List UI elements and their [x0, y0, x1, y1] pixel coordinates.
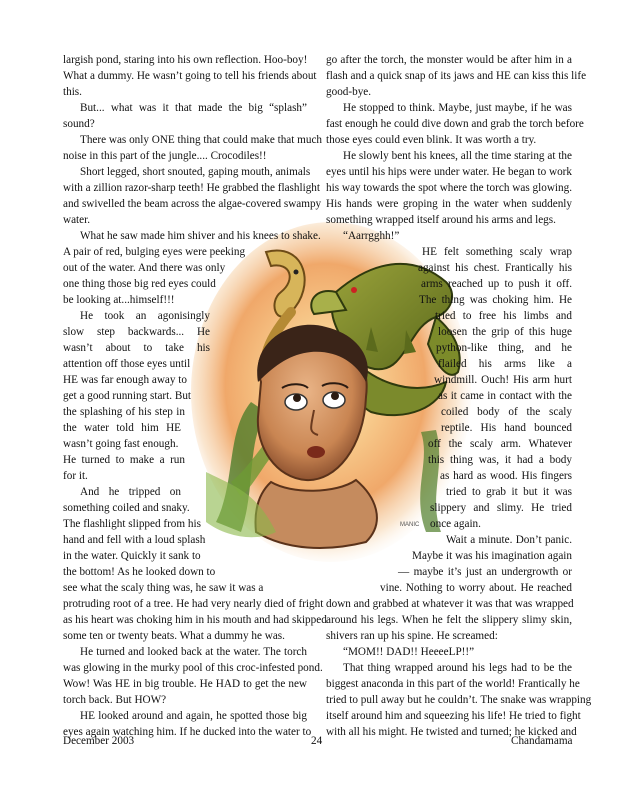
right-column-line: He slowly bent his knees, all the time staring at the	[343, 150, 572, 162]
left-column-line: Short legged, short snouted, gaping mouth, animals	[80, 166, 311, 178]
right-column-line: those eyes could even blink. It was worth a try.	[326, 134, 537, 146]
right-column-line: tried to free his limbs and	[435, 310, 572, 322]
footer-magazine-name: Chandamama	[511, 735, 573, 747]
right-column-line: windmill. Ouch! His arm hurt	[434, 374, 572, 386]
left-column-line: He turned to make a run	[63, 454, 185, 466]
right-column-line: vine. Nothing to worry about. He reached	[380, 582, 572, 594]
left-column-line: and swivelled the beam across the algae-covered swampy	[63, 198, 322, 210]
right-column-line: around his legs. When he felt the slippery slimy skin,	[326, 614, 572, 626]
right-column-line: biggest anaconda in this part of the world! Frantically he	[326, 678, 580, 690]
right-column-line: eyes until his hips were under water. He began to work	[326, 166, 572, 178]
right-column-line: good-bye.	[326, 86, 372, 98]
left-column-line: out of the water. And there was only	[63, 262, 226, 274]
right-column-line: The thing was choking him. He	[419, 294, 572, 306]
left-column-line: sound?	[63, 118, 95, 130]
left-column-line: largish pond, staring into his own reflection. Hoo-boy!	[63, 54, 308, 66]
left-column-line: He took an agonisingly	[80, 310, 210, 322]
left-column-line: Wow! Was HE in big trouble. He HAD to get the new	[63, 678, 307, 690]
right-column-line: against his chest. Frantically his	[418, 262, 572, 274]
right-column-line: once again.	[430, 518, 481, 530]
artist-signature: MANIC	[400, 522, 420, 528]
right-column-line: something wrapped itself around his arms and legs.	[326, 214, 556, 226]
right-column-line: this thing was, it had a body	[428, 454, 572, 466]
right-column-line: as hard as wood. His fingers	[440, 470, 572, 482]
right-column-line: “MOM!! DAD!! HeeeeLP!!”	[343, 646, 475, 658]
right-column-line: He stopped to think. Maybe, just maybe, if he was	[343, 102, 572, 114]
right-column-line: Maybe it was his imagination again	[412, 550, 572, 562]
right-column-line: tried to pull away but he couldn’t. The snake was wrapping	[326, 694, 592, 706]
right-column-line: fast enough he could dive down and grab the torch before	[326, 118, 584, 130]
right-column-line: flailed his arms like a	[438, 358, 572, 370]
left-column-line: HE looked around and again, he spotted those big	[80, 710, 307, 722]
left-column-line: And he tripped on	[80, 486, 181, 498]
right-column-line: slippery and slimy. He tried	[430, 502, 572, 514]
left-column-line: get a good running start. But	[63, 390, 192, 402]
left-column-line: attention off those eyes until	[63, 358, 191, 370]
left-column-line: one thing those big red eyes could	[63, 278, 216, 290]
left-column-line: something coiled and snaky.	[63, 502, 190, 514]
right-column-line: with all his might. He twisted and turned; he kicked and	[326, 726, 577, 738]
left-column-line: He turned and looked back at the water. The torch	[80, 646, 307, 658]
left-column-line: noise in this part of the jungle.... Crocodiles!!	[63, 150, 267, 162]
right-column-line: flash and a quick snap of its jaws and HE can kiss this life	[326, 70, 587, 82]
left-column-line: see what the scaly thing was, he saw it was a	[63, 582, 264, 594]
left-column-line: protruding root of a tree. He had very nearly died of fright	[63, 598, 324, 610]
right-column-line: His hands were groping in the water when suddenly	[326, 198, 572, 210]
footer-page-number: 24	[311, 735, 323, 747]
left-column-line: torch back. But HOW?	[63, 694, 167, 706]
right-column-line: itself around him and squeezing his life! He tried to fight	[326, 710, 581, 722]
left-column-line: was glowing in the murky pool of this croc-infested pond.	[63, 662, 323, 674]
right-column-line: off the scaly arm. Whatever	[428, 438, 572, 450]
left-column-line: some ten or twenty beats. What a dummy he was.	[63, 630, 285, 642]
right-column-line: “Aarrgghh!”	[343, 230, 400, 242]
footer-date: December 2003	[63, 735, 135, 747]
left-column-line: as his heart was choking him in his mouth and had skipped	[63, 614, 327, 626]
right-column-line: go after the torch, the monster would be after him in a	[326, 54, 572, 66]
right-column-line: down and grabbed at whatever it was that was wrapped	[326, 598, 574, 610]
left-column-line: What a dummy. He wasn’t going to tell his friends about	[63, 70, 317, 82]
right-column-line: arms reached up to push it off.	[421, 278, 572, 290]
right-column-line: Wait a minute. Don’t panic.	[446, 534, 572, 546]
left-column-line: wasn’t going fast enough.	[63, 438, 179, 450]
left-column-line: the bottom! As he looked down to	[63, 566, 216, 578]
left-column-line: wasn’t about to take his	[63, 342, 210, 354]
left-column-line: slow step backwards... He	[63, 326, 210, 338]
right-column-line: reptile. His hand bounced	[441, 422, 572, 434]
left-column-line: HE was far enough away to	[63, 374, 187, 386]
right-column-line: — maybe it’s just an undergrowth or	[398, 566, 572, 578]
right-column-line: python-like thing, and he	[436, 342, 572, 354]
left-column-line: the water told him HE	[63, 422, 181, 434]
right-column-line: coiled body of the scaly	[441, 406, 572, 418]
right-column-line: That thing wrapped around his legs had to be the	[343, 662, 572, 674]
left-column-line: But... what was it that made the big “splash”	[80, 102, 307, 114]
left-column-line: eyes again watching him. If he ducked into the water to	[63, 726, 312, 738]
left-column-line: this.	[63, 86, 82, 98]
left-column-line: A pair of red, bulging eyes were peeking	[63, 246, 246, 258]
right-column-line: as it came in contact with the	[438, 390, 572, 402]
left-column-line: water.	[63, 214, 91, 226]
left-column-line: There was only ONE thing that could make that much	[80, 134, 323, 146]
left-column-line: in the water. Quickly it sank to	[63, 550, 201, 562]
left-column-line: the splashing of his step in	[63, 406, 185, 418]
left-column-line: with a zillion razor-sharp teeth! He grabbed the flashlight	[63, 182, 320, 194]
left-column-line: The flashlight slipped from his	[63, 518, 201, 530]
left-column-line: hand and fell with a loud splash	[63, 534, 206, 546]
right-column-line: HE felt something scaly wrap	[422, 246, 572, 258]
left-column-line: be looking at...himself!!!	[63, 294, 175, 306]
right-column-line: his way towards the spot where the torch was glowing.	[326, 182, 572, 194]
right-column-line: loosen the grip of this huge	[438, 326, 572, 338]
right-column-line: shivers ran up his spine. He screamed:	[326, 630, 498, 642]
right-column-line: tried to grab it but it was	[446, 486, 572, 498]
left-column-line: What he saw made him shiver and his knees to shake.	[80, 230, 321, 242]
left-column-line: for it.	[63, 470, 88, 482]
